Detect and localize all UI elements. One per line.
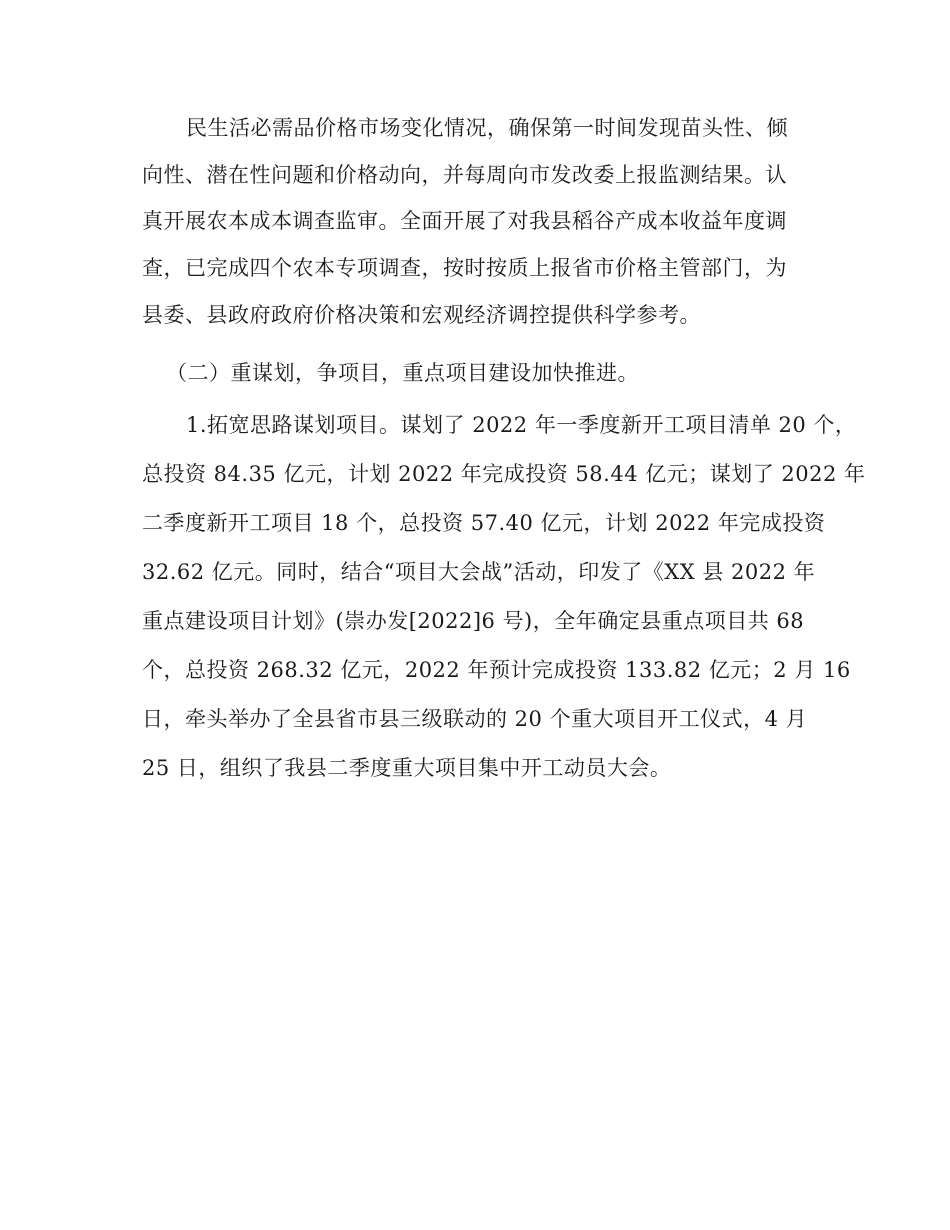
paragraph-1-line-5: 县委、县政府政府价格决策和宏观经济调控提供科学参考。 — [142, 303, 701, 327]
paragraph-2-line-6: 个，总投资 268.32 亿元，2022 年预计完成投资 133.82 亿元；2 月 16 — [142, 658, 851, 682]
paragraph-1-line-2: 向性、潜在性问题和价格动向，并每周向市发改委上报监测结果。认 — [142, 163, 787, 187]
paragraph-2-line-1: 1.拓宽思路谋划项目。谋划了 2022 年一季度新开工项目清单 20 个， — [186, 413, 857, 437]
paragraph-2-line-4: 32.62 亿元。同时，结合“项目大会战”活动，印发了《XX 县 2022 年 — [142, 560, 816, 584]
paragraph-1-line-4: 查，已完成四个农本专项调查，按时按质上报省市价格主管部门，为 — [142, 256, 787, 280]
paragraph-1-line-3: 真开展农本成本调查监审。全面开展了对我县稻谷产成本收益年度调 — [142, 209, 787, 233]
paragraph-2-line-8: 25 日，组织了我县二季度重大项目集中开工动员大会。 — [142, 756, 672, 780]
paragraph-2-line-3: 二季度新开工项目 18 个，总投资 57.40 亿元，计划 2022 年完成投资 — [142, 511, 826, 535]
paragraph-2-line-5: 重点建设项目计划》(崇办发[2022]6 号)，全年确定县重点项目共 68 — [142, 609, 805, 633]
paragraph-2-line-7: 日，牵头举办了全县省市县三级联动的 20 个重大项目开工仪式，4 月 — [142, 707, 808, 731]
paragraph-1-line-1: 民生活必需品价格市场变化情况，确保第一时间发现苗头性、倾 — [186, 116, 788, 140]
section-heading: （二）重谋划，争项目，重点项目建设加快推进。 — [166, 361, 639, 385]
paragraph-2-line-2: 总投资 84.35 亿元，计划 2022 年完成投资 58.44 亿元；谋划了 2022 年 — [142, 462, 866, 486]
